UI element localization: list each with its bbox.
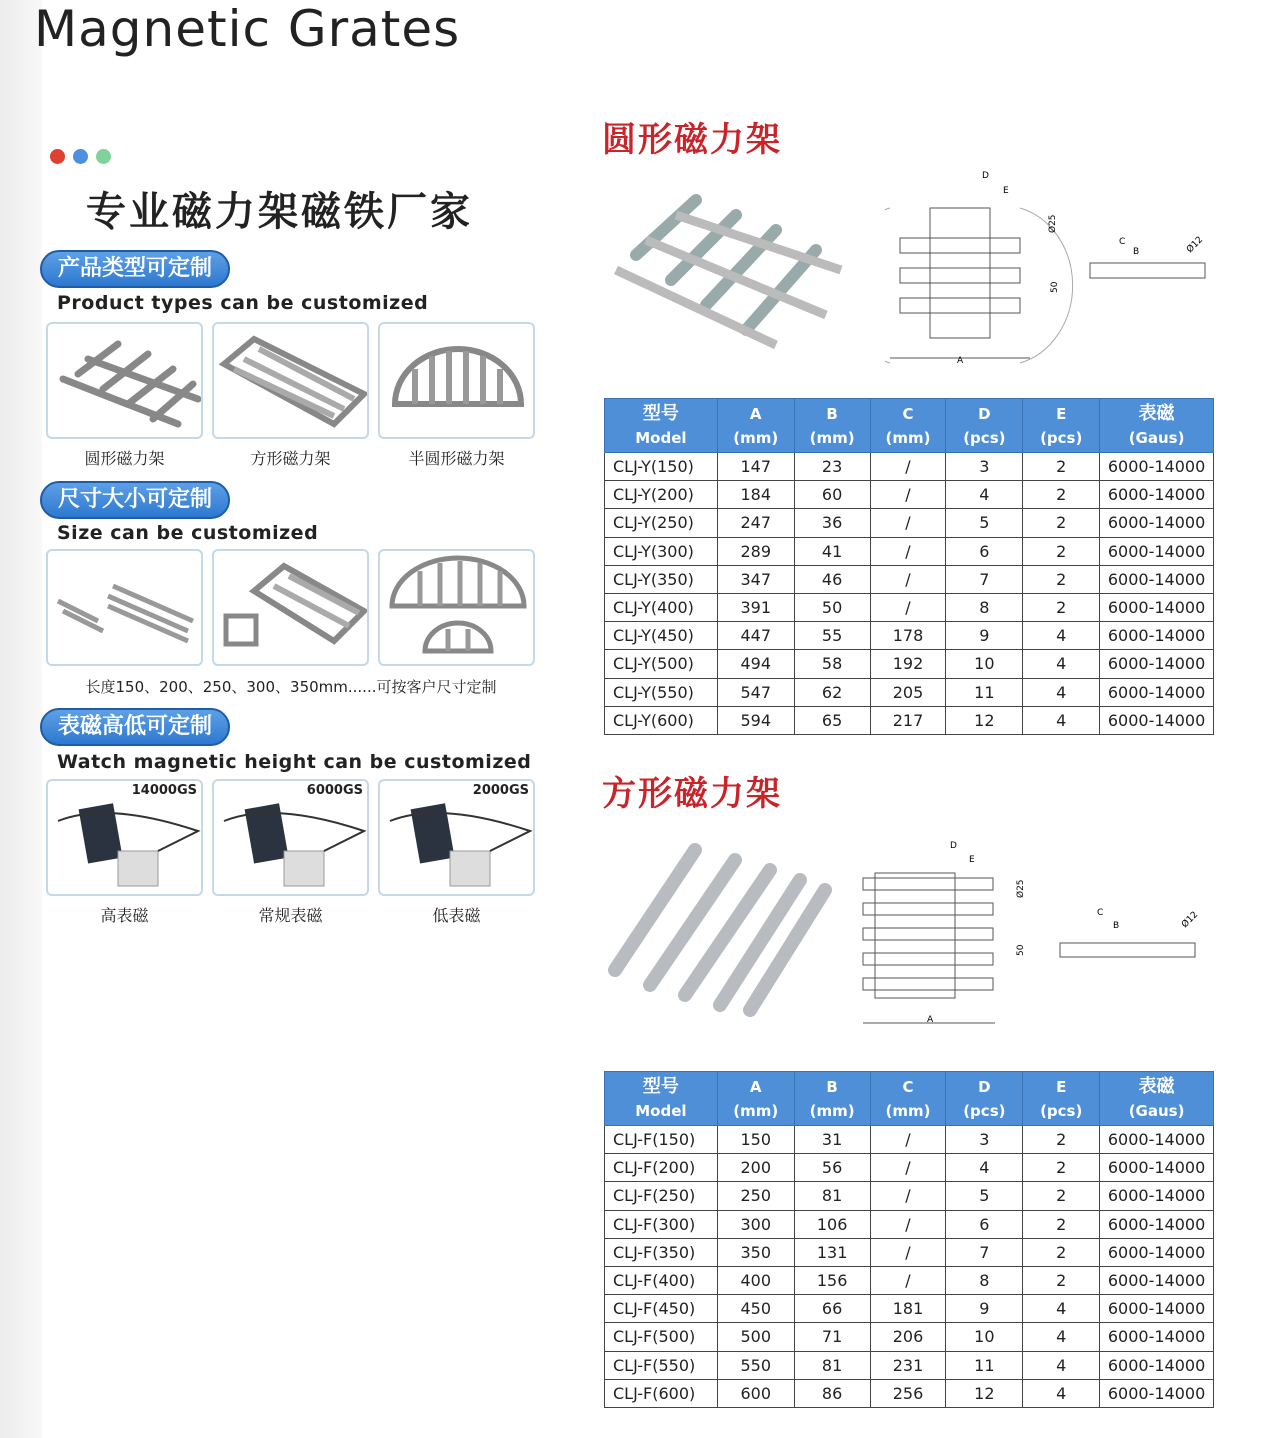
table-cell: CLJ-Y(500) [605, 650, 718, 678]
page-title: Magnetic Grates [34, 0, 461, 58]
table-cell: 6000-14000 [1100, 481, 1214, 509]
card-round-grate [46, 322, 203, 439]
label-dia12: Ø12 [1185, 234, 1206, 256]
table-cell: 81 [794, 1182, 870, 1210]
table-cell: 2 [1023, 1266, 1100, 1294]
table-cell: 4 [1023, 706, 1100, 734]
table-cell: CLJ-Y(200) [605, 481, 718, 509]
header-top: B [826, 1077, 838, 1096]
table-cell: 81 [794, 1351, 870, 1379]
table-cell: / [870, 1266, 946, 1294]
header-unit: (mm) [733, 1101, 779, 1120]
column-header [794, 399, 870, 453]
table-cell: 6 [946, 537, 1023, 565]
table-cell: / [870, 593, 946, 621]
table-row [605, 650, 1214, 678]
table-cell: 6000-14000 [1100, 593, 1214, 621]
label-dia12: Ø12 [1180, 909, 1201, 931]
table-cell: 86 [794, 1379, 870, 1407]
caption-round: 圆形磁力架 [84, 449, 165, 468]
table-cell: 6000-14000 [1100, 537, 1214, 565]
label-c: C [1097, 908, 1104, 918]
square-sizes-image [214, 551, 369, 666]
caption-low: 低表磁 [432, 906, 481, 925]
table-cell: 231 [870, 1351, 946, 1379]
table-row [605, 1154, 1214, 1182]
table-row [605, 537, 1214, 565]
table-cell: 2 [1023, 453, 1100, 481]
table-cell: CLJ-Y(250) [605, 509, 718, 537]
header-top: B [826, 404, 838, 423]
subtitle-product-types: Product types can be customized [57, 292, 429, 314]
table-cell: 56 [794, 1154, 870, 1182]
header-unit: (mm) [885, 1101, 931, 1120]
dot-green [96, 149, 111, 164]
table-cell: 200 [717, 1154, 794, 1182]
table-cell: 6000-14000 [1100, 1182, 1214, 1210]
label-50: 50 [1016, 944, 1026, 956]
table-cell: 4 [946, 1154, 1023, 1182]
table-cell: 156 [794, 1266, 870, 1294]
table-cell: 6000-14000 [1100, 453, 1214, 481]
column-header [794, 1072, 870, 1126]
table-cell: 391 [717, 593, 794, 621]
header-unit: Model [635, 1101, 687, 1120]
header-top: 型号 [642, 1075, 679, 1097]
table-cell: 9 [946, 622, 1023, 650]
card-square-grate [212, 322, 369, 439]
table-cell: CLJ-Y(350) [605, 565, 718, 593]
table-cell: 2 [1023, 481, 1100, 509]
table-cell: 2 [1023, 1182, 1100, 1210]
table-cell: 11 [946, 678, 1023, 706]
table-cell: 6000-14000 [1100, 565, 1214, 593]
table-cell: 5 [946, 1182, 1023, 1210]
table-cell: / [870, 537, 946, 565]
table-row [605, 1182, 1214, 1210]
card-gauss-high [46, 779, 203, 896]
label-b: B [1133, 247, 1140, 257]
table-cell: 2 [1023, 1238, 1100, 1266]
table-cell: 594 [717, 706, 794, 734]
table-cell: / [870, 509, 946, 537]
table-cell: 6000-14000 [1100, 1154, 1214, 1182]
round-section-title: 圆形磁力架 [602, 120, 782, 160]
table-row [605, 1126, 1214, 1154]
header-unit: (Gaus) [1128, 1101, 1185, 1120]
semicircle-grate-image [380, 324, 535, 439]
column-header [1100, 1072, 1214, 1126]
table-cell: 600 [717, 1379, 794, 1407]
table-row [605, 706, 1214, 734]
header-top: D [978, 1077, 991, 1096]
header-top: D [978, 404, 991, 423]
table-cell: 2 [1023, 509, 1100, 537]
table-cell: CLJ-F(550) [605, 1351, 718, 1379]
table-cell: 2 [1023, 565, 1100, 593]
column-header [717, 1072, 794, 1126]
table-cell: 2 [1023, 1126, 1100, 1154]
caption-normal: 常规表磁 [258, 906, 323, 925]
column-header [946, 399, 1023, 453]
header-top: A [749, 404, 762, 423]
table-cell: 6000-14000 [1100, 1238, 1214, 1266]
table-cell: 6 [946, 1210, 1023, 1238]
header-unit: (mm) [809, 428, 855, 447]
table-cell: CLJ-F(200) [605, 1154, 718, 1182]
table-cell: 4 [1023, 1379, 1100, 1407]
headline: 专业磁力架磁铁厂家 [86, 189, 473, 235]
pill-gauss: 表磁高低可定制 [40, 708, 230, 746]
table-cell: 9 [946, 1295, 1023, 1323]
table-cell: CLJ-F(400) [605, 1266, 718, 1294]
table-cell: 181 [870, 1295, 946, 1323]
round-grate-drawing [885, 168, 1215, 368]
table-cell: 10 [946, 1323, 1023, 1351]
table-cell: 2 [1023, 1210, 1100, 1238]
header-unit: (pcs) [1040, 1101, 1083, 1120]
header-unit: (Gaus) [1128, 428, 1185, 447]
small-grates-image [48, 551, 203, 666]
label-c: C [1119, 237, 1126, 247]
table-cell: 2 [1023, 593, 1100, 621]
column-header [1023, 1072, 1100, 1126]
dot-red [50, 149, 65, 164]
header-unit: (mm) [885, 428, 931, 447]
table-cell: 60 [794, 481, 870, 509]
table-cell: 6000-14000 [1100, 1266, 1214, 1294]
table-cell: 547 [717, 678, 794, 706]
table-cell: 23 [794, 453, 870, 481]
caption-high: 高表磁 [100, 906, 149, 925]
table-cell: / [870, 1238, 946, 1266]
square-grate-photo [600, 840, 835, 1020]
label-dia25: Ø25 [1048, 214, 1058, 233]
column-header [870, 399, 946, 453]
label-50: 50 [1050, 281, 1060, 293]
table-row [605, 622, 1214, 650]
table-cell: 4 [1023, 650, 1100, 678]
round-grate-image [48, 324, 203, 439]
table-row [605, 1351, 1214, 1379]
table-cell: 6000-14000 [1100, 622, 1214, 650]
gauss-value: 2000GS [472, 783, 529, 798]
table-cell: 4 [1023, 678, 1100, 706]
table-cell: 2 [1023, 1154, 1100, 1182]
table-cell: 5 [946, 509, 1023, 537]
table-cell: 3 [946, 1126, 1023, 1154]
table-cell: CLJ-F(600) [605, 1379, 718, 1407]
semicircle-sizes-image [380, 551, 535, 666]
table-cell: 2 [1023, 537, 1100, 565]
table-row [605, 1295, 1214, 1323]
table-cell: CLJ-F(450) [605, 1295, 718, 1323]
table-cell: 400 [717, 1266, 794, 1294]
table-cell: 10 [946, 650, 1023, 678]
table-cell: 500 [717, 1323, 794, 1351]
table-cell: / [870, 453, 946, 481]
table-cell: 192 [870, 650, 946, 678]
caption-square: 方形磁力架 [250, 449, 331, 468]
column-header [946, 1072, 1023, 1126]
caption-semicircle: 半圆形磁力架 [408, 449, 505, 468]
table-cell: CLJ-F(350) [605, 1238, 718, 1266]
label-d: D [950, 841, 957, 851]
table-cell: CLJ-Y(300) [605, 537, 718, 565]
table-cell: CLJ-Y(450) [605, 622, 718, 650]
table-cell: 184 [717, 481, 794, 509]
table-cell: / [870, 481, 946, 509]
table-cell: 6000-14000 [1100, 706, 1214, 734]
table-row [605, 1238, 1214, 1266]
table-cell: 7 [946, 565, 1023, 593]
table-cell: CLJ-F(150) [605, 1126, 718, 1154]
table-cell: 150 [717, 1126, 794, 1154]
table-cell: 4 [1023, 1323, 1100, 1351]
subtitle-size: Size can be customized [57, 522, 319, 544]
column-header [605, 1072, 718, 1126]
label-a: A [957, 356, 964, 366]
gaussmeter-image [214, 781, 369, 896]
pill-size: 尺寸大小可定制 [40, 481, 230, 519]
table-cell: 58 [794, 650, 870, 678]
table-cell: 256 [870, 1379, 946, 1407]
table-cell: / [870, 1210, 946, 1238]
table-row [605, 593, 1214, 621]
label-d: D [982, 171, 989, 181]
table-cell: 8 [946, 593, 1023, 621]
header-top: C [902, 404, 914, 423]
table-row [605, 678, 1214, 706]
square-grate-drawing [855, 838, 1205, 1030]
gauss-value: 14000GS [131, 783, 197, 798]
table-cell: 6000-14000 [1100, 1126, 1214, 1154]
table-cell: 31 [794, 1126, 870, 1154]
header-top: C [902, 1077, 914, 1096]
column-header [717, 399, 794, 453]
label-e: E [1003, 186, 1009, 196]
table-cell: 12 [946, 1379, 1023, 1407]
table-cell: 3 [946, 453, 1023, 481]
table-row [605, 1323, 1214, 1351]
table-cell: 4 [1023, 622, 1100, 650]
table-cell: CLJ-Y(150) [605, 453, 718, 481]
table-cell: 205 [870, 678, 946, 706]
table-cell: 41 [794, 537, 870, 565]
header-top: E [1056, 404, 1067, 423]
table-cell: 247 [717, 509, 794, 537]
header-unit: (mm) [809, 1101, 855, 1120]
table-cell: 8 [946, 1266, 1023, 1294]
table-cell: 12 [946, 706, 1023, 734]
table-cell: 4 [946, 481, 1023, 509]
table-cell: 6000-14000 [1100, 1295, 1214, 1323]
table-cell: 55 [794, 622, 870, 650]
pill-product-types: 产品类型可定制 [40, 250, 230, 288]
card-size-1 [46, 549, 203, 666]
table-cell: CLJ-Y(400) [605, 593, 718, 621]
table-cell: 4 [1023, 1351, 1100, 1379]
header-unit: (pcs) [963, 1101, 1006, 1120]
label-a: A [927, 1015, 934, 1025]
table-cell: 65 [794, 706, 870, 734]
card-gauss-normal [212, 779, 369, 896]
table-cell: 7 [946, 1238, 1023, 1266]
table-cell: / [870, 1126, 946, 1154]
header-unit: (pcs) [1040, 428, 1083, 447]
card-gauss-low [378, 779, 535, 896]
label-b: B [1113, 921, 1120, 931]
card-size-3 [378, 549, 535, 666]
table-row [605, 453, 1214, 481]
table-cell: 11 [946, 1351, 1023, 1379]
square-spec-table [604, 1071, 1214, 1408]
table-cell: 6000-14000 [1100, 1210, 1214, 1238]
table-cell: 6000-14000 [1100, 1351, 1214, 1379]
table-cell: 450 [717, 1295, 794, 1323]
column-header [1023, 399, 1100, 453]
table-cell: 178 [870, 622, 946, 650]
table-cell: 250 [717, 1182, 794, 1210]
table-row [605, 1379, 1214, 1407]
square-grate-image [214, 324, 369, 439]
table-row [605, 565, 1214, 593]
table-cell: 350 [717, 1238, 794, 1266]
table-cell: 289 [717, 537, 794, 565]
label-dia25: Ø25 [1016, 879, 1026, 898]
table-cell: 6000-14000 [1100, 1323, 1214, 1351]
header-top: 型号 [642, 402, 679, 424]
accent-dots [50, 149, 111, 164]
gauss-value: 6000GS [306, 783, 363, 798]
column-header [1100, 399, 1214, 453]
table-cell: 71 [794, 1323, 870, 1351]
table-cell: 217 [870, 706, 946, 734]
column-header [605, 399, 718, 453]
header-top: A [749, 1077, 762, 1096]
table-cell: 6000-14000 [1100, 1379, 1214, 1407]
card-size-2 [212, 549, 369, 666]
table-cell: / [870, 1182, 946, 1210]
table-cell: / [870, 565, 946, 593]
table-cell: CLJ-Y(550) [605, 678, 718, 706]
card-semicircle-grate [378, 322, 535, 439]
table-cell: 550 [717, 1351, 794, 1379]
table-cell: 50 [794, 593, 870, 621]
header-unit: (mm) [733, 428, 779, 447]
table-cell: 6000-14000 [1100, 509, 1214, 537]
table-cell: 447 [717, 622, 794, 650]
column-header [870, 1072, 946, 1126]
table-cell: 6000-14000 [1100, 650, 1214, 678]
header-top: 表磁 [1138, 402, 1175, 424]
table-cell: 206 [870, 1323, 946, 1351]
gaussmeter-image [380, 781, 535, 896]
table-cell: CLJ-F(500) [605, 1323, 718, 1351]
table-row [605, 481, 1214, 509]
table-cell: 46 [794, 565, 870, 593]
table-cell: 147 [717, 453, 794, 481]
table-cell: 4 [1023, 1295, 1100, 1323]
label-e: E [969, 855, 975, 865]
table-cell: 300 [717, 1210, 794, 1238]
table-cell: CLJ-Y(600) [605, 706, 718, 734]
square-section-title: 方形磁力架 [602, 774, 782, 814]
header-unit: (pcs) [963, 428, 1006, 447]
table-row [605, 1210, 1214, 1238]
header-top: 表磁 [1138, 1075, 1175, 1097]
header-top: E [1056, 1077, 1067, 1096]
size-note: 长度150、200、250、300、350mm......可按客户尺寸定制 [85, 678, 497, 696]
table-cell: 494 [717, 650, 794, 678]
table-cell: CLJ-F(250) [605, 1182, 718, 1210]
table-cell: CLJ-F(300) [605, 1210, 718, 1238]
table-cell: 36 [794, 509, 870, 537]
table-cell: 6000-14000 [1100, 678, 1214, 706]
left-strip [0, 0, 42, 1438]
subtitle-gauss: Watch magnetic height can be customized [57, 751, 532, 773]
table-cell: 62 [794, 678, 870, 706]
gaussmeter-image [48, 781, 203, 896]
round-spec-table [604, 398, 1214, 735]
table-row [605, 509, 1214, 537]
round-grate-photo [606, 185, 846, 355]
table-cell: 347 [717, 565, 794, 593]
table-cell: 66 [794, 1295, 870, 1323]
table-cell: / [870, 1154, 946, 1182]
header-unit: Model [635, 428, 687, 447]
table-cell: 131 [794, 1238, 870, 1266]
table-cell: 106 [794, 1210, 870, 1238]
dot-blue [73, 149, 88, 164]
table-row [605, 1266, 1214, 1294]
